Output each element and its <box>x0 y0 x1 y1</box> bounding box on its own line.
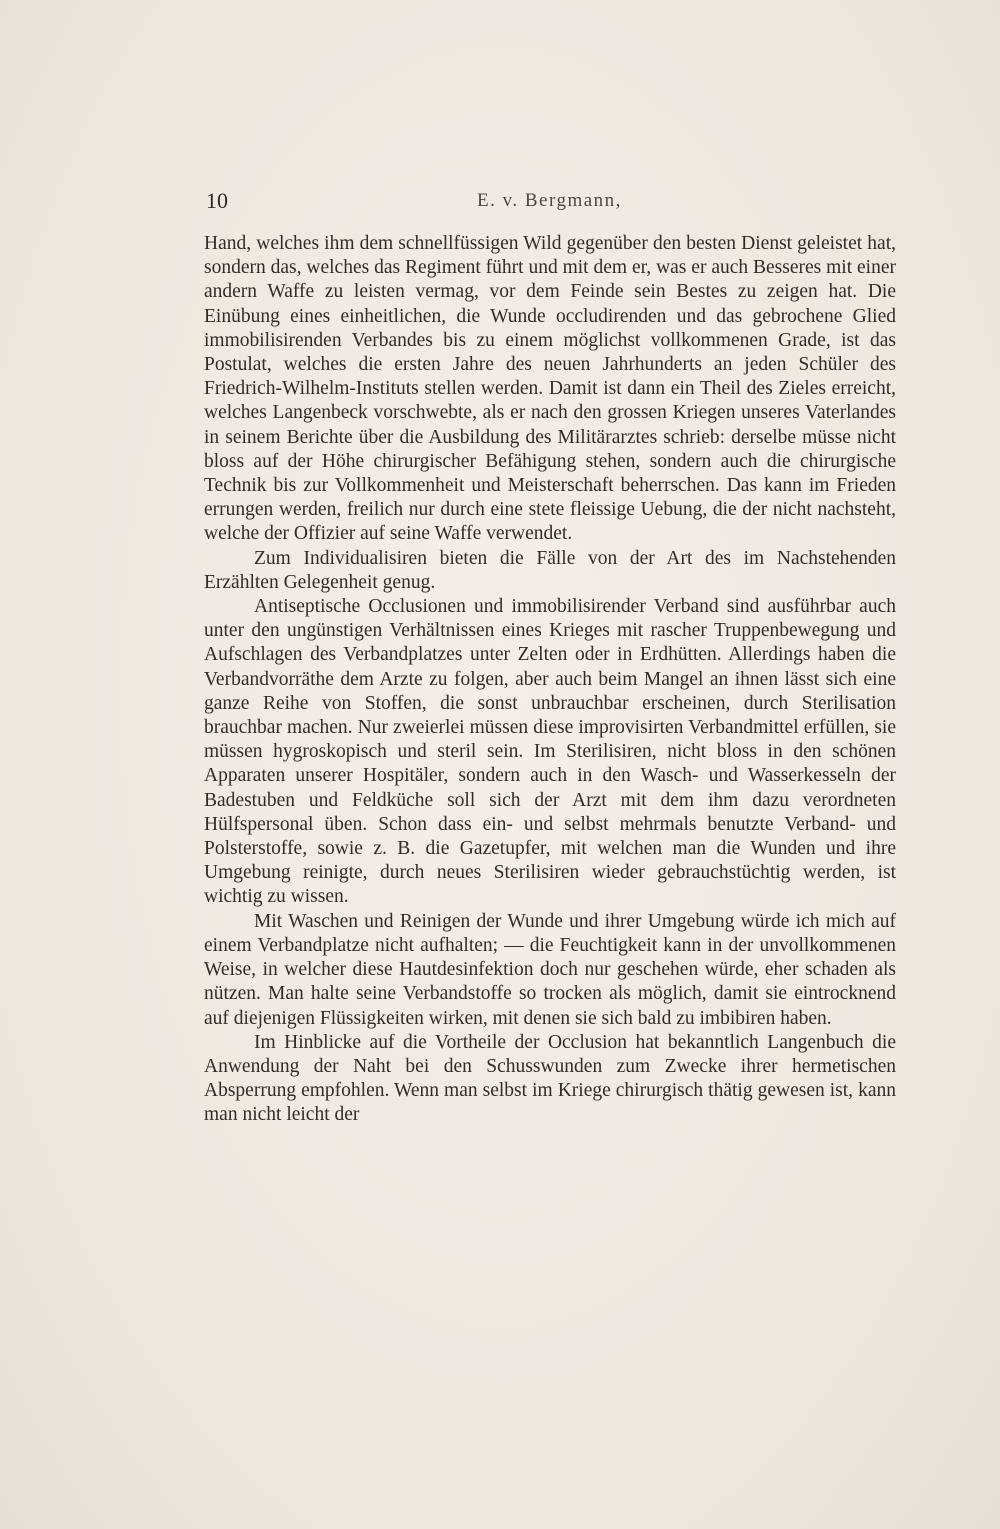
page-number: 10 <box>206 188 228 213</box>
body-text <box>204 232 896 1128</box>
paragraph-continuation: Hand, welches ihm dem schnellfüssigen Wild gegenüber den besten Dienst geleistet hat, sondern das, welches das Regiment führt und mit dem er, was er auch Besseres mit einer andern Waffe zu leisten vermag, vor dem Feinde sein Bestes zu zeigen hat. Die Einübung eines einheitlichen, die Wunde occludirenden und das gebrochene Glied immobilisirenden Verbandes bis zu einem möglichst vollkommenen Grade, ist das Postulat, welches die ersten Jahre des neuen Jahrhunderts an jeden Schüler des Friedrich-Wilhelm-Instituts stellen werden. Damit ist dann ein Theil des Zieles erreicht, welches Langenbeck vorschwebte, als er nach den grossen Kriegen unseres Vaterlandes in seinem Berichte über die Ausbildung des Militärarztes schrieb: derselbe müsse nicht bloss auf der Höhe chirurgischer Befähigung stehen, sondern auch die chirurgische Technik bis zur Vollkommenheit und Meisterschaft beherrschen. Das kann im Frieden errungen werden, freilich nur durch eine stete fleissige Uebung, die der nicht nachsteht, welche der Offizier auf seine Waffe verwendet. <box>204 233 896 545</box>
paragraph-antiseptische-occlusionen: Antiseptische Occlusionen und immobilisirender Verband sind ausführbar auch unter den ungünstigen Verhältnissen eines Krieges mit rascher Truppenbewegung und Aufschlagen des Verbandplatzes unter Zelten oder in Erdhütten. Allerdings haben die Verbandvorräthe dem Arzte zu folgen, aber auch beim Mangel an ihnen lässt sich eine ganze Reihe von Stoffen, die sonst unbrauchbar erscheinen, durch Sterilisation brauchbar machen. Nur zweierlei müssen diese improvisirten Verbandmittel erfüllen, sie müssen hygroskopisch und steril sein. Im Sterilisiren, nicht bloss in den schönen Apparaten unserer Hospitäler, sondern auch in den Wasch- und Wasserkesseln der Badestuben und Feldküche soll sich der Arzt mit dem ihm dazu verordneten Hülfspersonal üben. Schon dass ein- und selbst mehrmals benutzte Verband- und Polsterstoffe, sowie z. B. die Gazetupfer, mit welchen man die Wunden und ihre Umgebung reinigte, durch neues Sterilisiren wieder gebrauchstüchtig werden, ist wichtig zu wissen. <box>204 596 896 908</box>
paragraph-individualisiren: Zum Individualisiren bieten die Fälle von der Art des im Nachstehenden Erzählten Gelegenheit genug. <box>204 547 896 593</box>
paragraph-hinblicke-occlusion: Im Hinblicke auf die Vortheile der Occlusion hat bekanntlich Langenbuch die Anwendung der Naht bei den Schusswunden zum Zwecke ihrer hermetischen Absperrung empfohlen. Wenn man selbst im Kriege chirurgisch thätig gewesen ist, kann man nicht leicht der <box>204 1031 896 1126</box>
paragraph-waschen-reinigen: Mit Waschen und Reinigen der Wunde und ihrer Umgebung würde ich mich auf einem Verbandplatze nicht aufhalten; — die Feuchtigkeit kann in der unvollkommenen Weise, in welcher diese Hautdesinfektion doch nur geschehen würde, eher schaden als nützen. Man halte seine Verbandstoffe so trocken als möglich, damit sie eintrocknend auf diejenigen Flüssigkeiten wirken, mit denen sie sich bald zu imbibiren haben. <box>204 910 896 1029</box>
running-head: E. v. Bergmann, <box>477 190 622 211</box>
page-header <box>206 188 896 218</box>
